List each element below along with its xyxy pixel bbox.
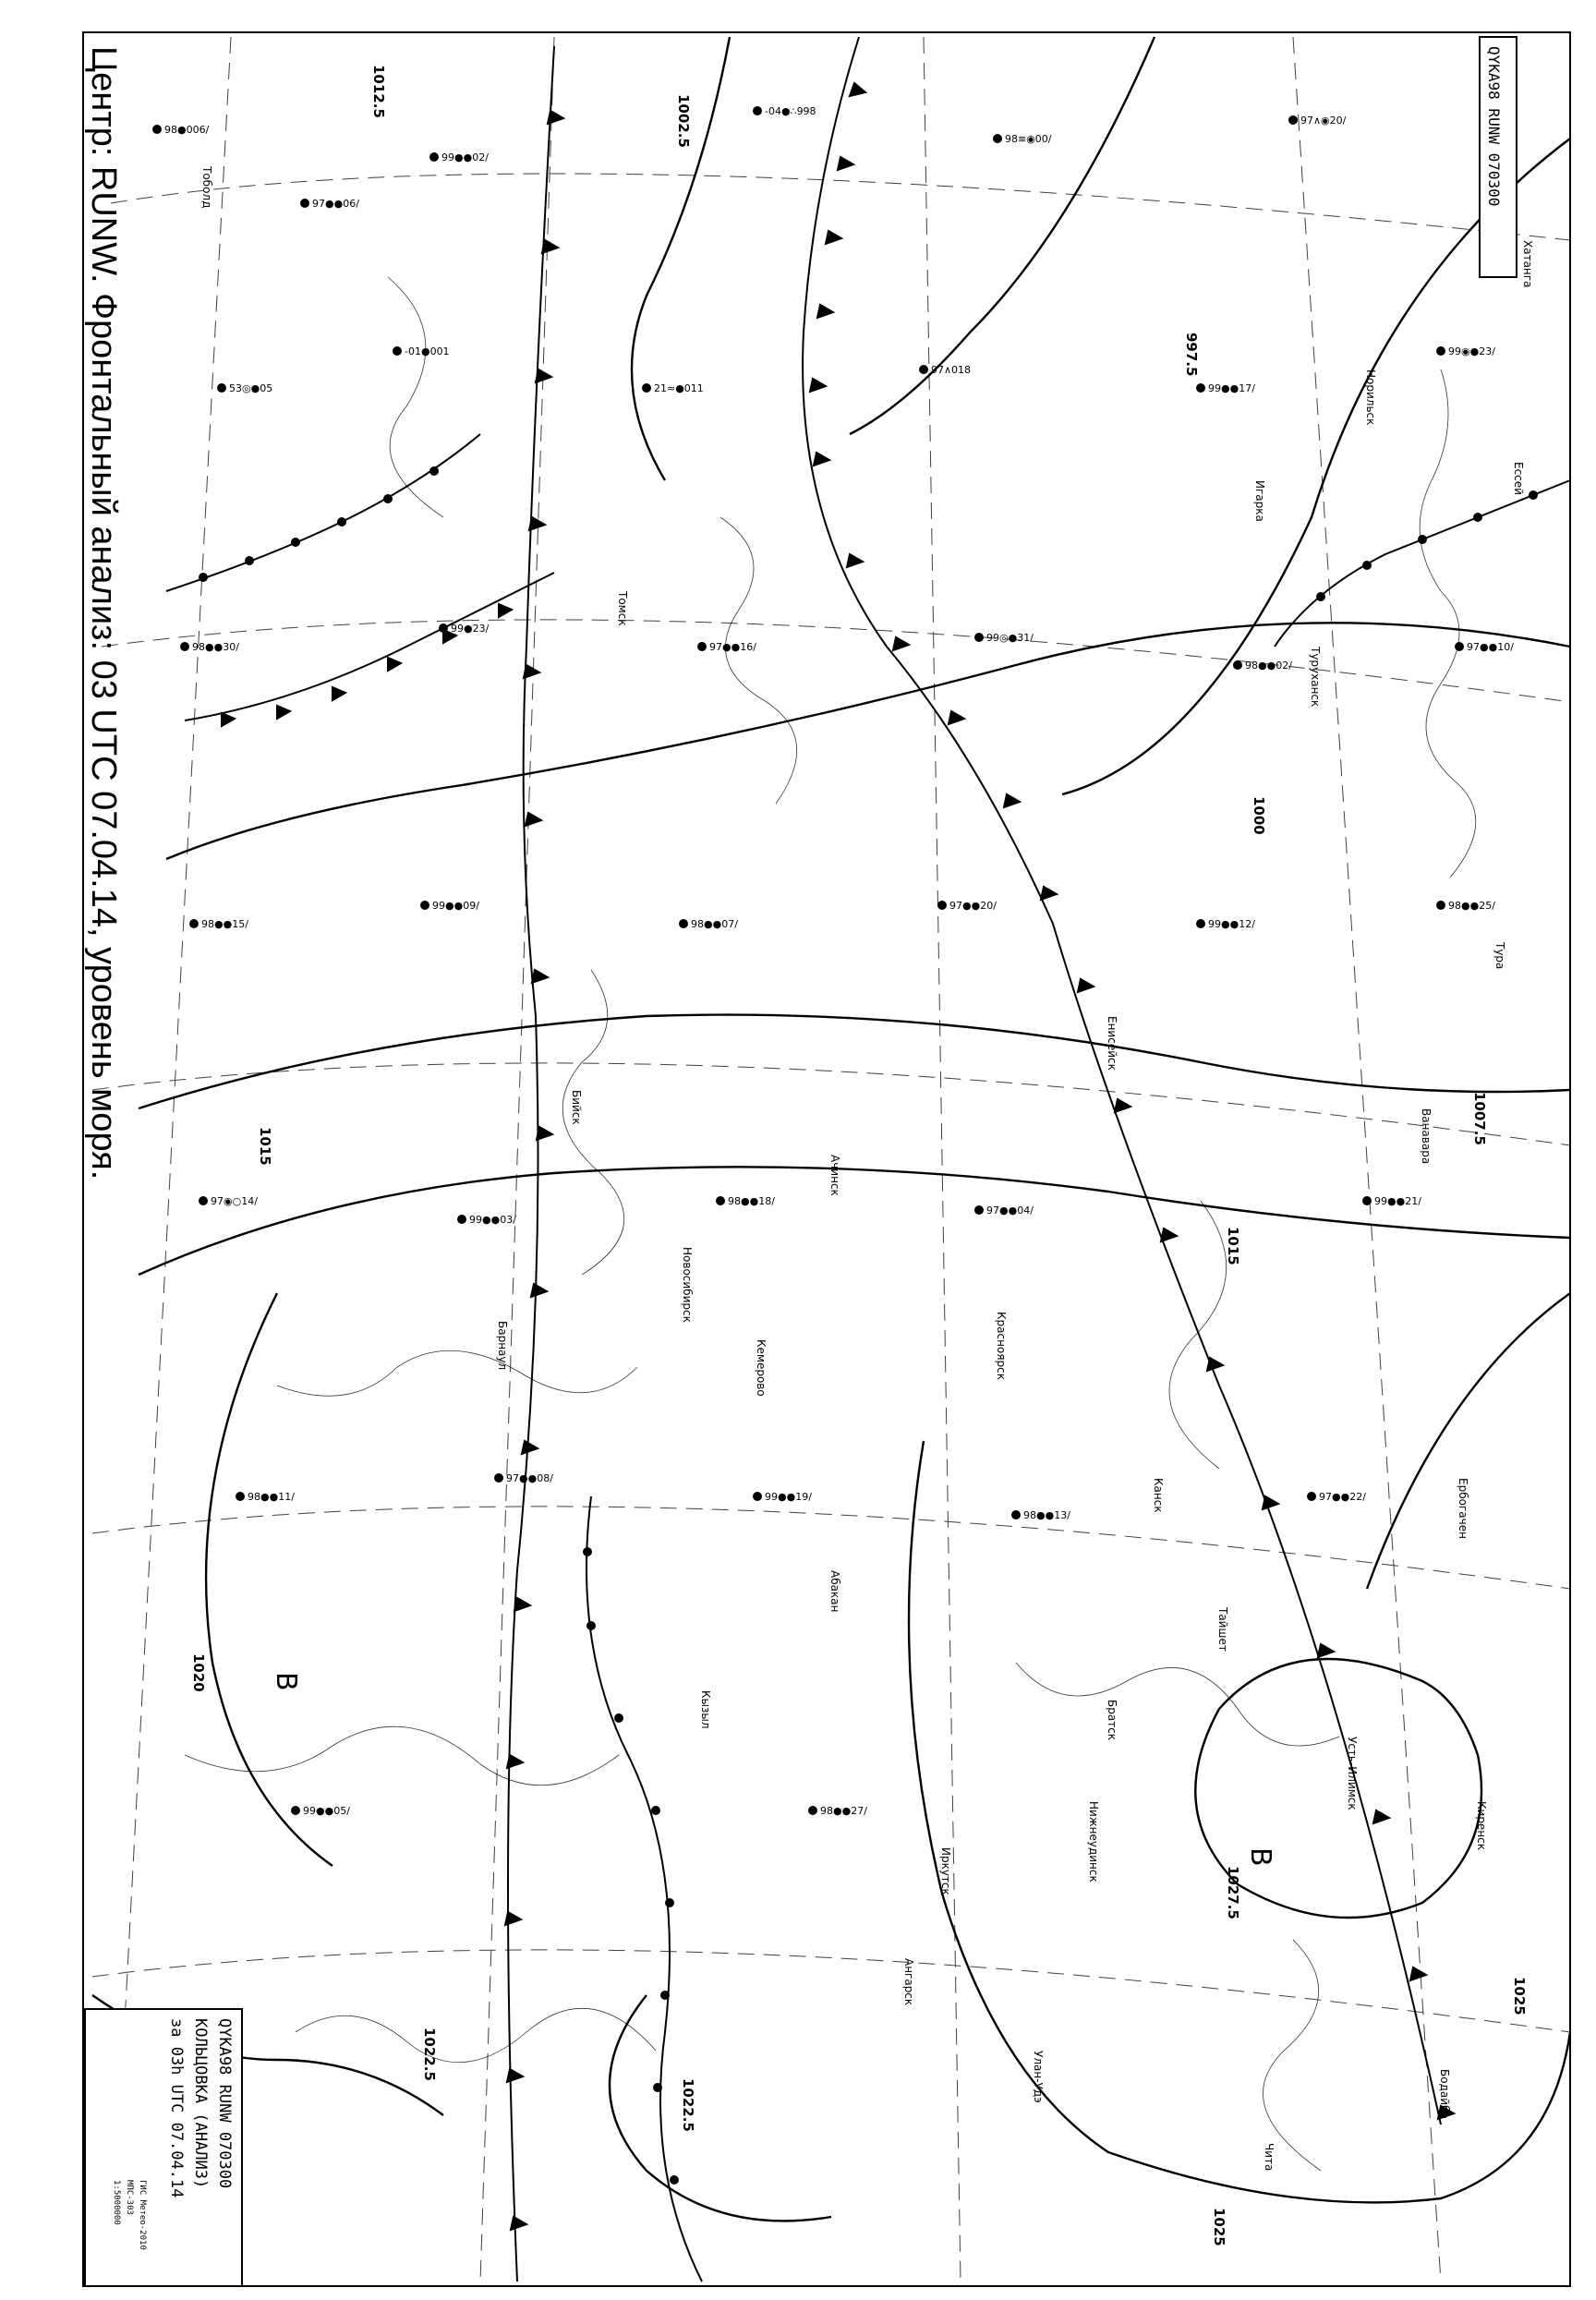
isobar-label: 1022.5	[421, 2028, 438, 2081]
city-name: Енисейск	[1106, 1016, 1118, 1071]
city-name: Усть-Илимск	[1346, 1737, 1359, 1810]
station-label: 53◎●05	[229, 382, 273, 394]
station-label: 98●●13/	[1023, 1509, 1070, 1521]
city-name: Туруханск	[1309, 647, 1322, 708]
station-label: 99●●09/	[432, 900, 479, 912]
isobar-label: 1015	[1225, 1227, 1241, 1265]
footer-meta2: МПС-303	[125, 2180, 134, 2215]
station-label: 99●●17/	[1208, 382, 1255, 394]
city-name: Бодайбо	[1438, 2069, 1451, 2119]
station-label: 97◉○14/	[211, 1195, 258, 1207]
city-name: Братск	[1106, 1700, 1118, 1741]
isobar-label: 1025	[1211, 2208, 1227, 2246]
station-label: 99●●19/	[765, 1491, 812, 1503]
city-name: Бийск	[570, 1090, 583, 1125]
isobar-label: 1022.5	[680, 2078, 696, 2132]
footer-line1: QYKA98 RUNW 070300	[215, 2018, 234, 2189]
station-label: 97●●04/	[986, 1204, 1034, 1217]
city-name: Иркутск	[939, 1847, 952, 1895]
city-name: Тоболд	[200, 166, 213, 209]
station-label: 99◎●31/	[986, 632, 1034, 644]
city-name: Канск	[1152, 1478, 1165, 1513]
station-label: 98●●11/	[248, 1491, 295, 1503]
station-label: 99●●05/	[303, 1805, 350, 1817]
city-name: Барнаул	[496, 1321, 509, 1371]
header-code-box	[1480, 37, 1517, 277]
station-label: 97●●16/	[709, 641, 756, 653]
isobar-label: 1000	[1251, 796, 1267, 835]
station-label: 99◉●23/	[1448, 345, 1495, 357]
city-name: Тура	[1493, 942, 1506, 970]
city-names	[200, 165, 1534, 2171]
city-name: Новосибирск	[681, 1247, 694, 1323]
city-name: Красноярск	[995, 1312, 1008, 1380]
map-frame	[83, 32, 1570, 2286]
city-name: Игарка	[1253, 480, 1266, 522]
high-pressure-center: В	[1244, 1847, 1276, 1867]
station-label: 98●●27/	[820, 1805, 867, 1817]
station-label: -01●001	[405, 345, 450, 357]
city-name: Кызыл	[699, 1690, 712, 1729]
station-label: 21≈●011	[654, 382, 704, 394]
footer-meta3: 1:5000000	[112, 2180, 121, 2225]
station-label: 97●●08/	[506, 1472, 553, 1484]
footer-line2: КОЛЬЦОВКА (АНАЛИЗ)	[191, 2018, 210, 2189]
isobar-label: 997.5	[1183, 333, 1200, 377]
city-name: Нижнеудинск	[1087, 1801, 1100, 1882]
footer-meta1: ГИС Метео-2010	[138, 2180, 147, 2250]
city-name: Абакан	[828, 1570, 841, 1613]
station-label: 98●006/	[164, 124, 210, 136]
isobar-label: 1025	[1511, 1977, 1528, 2016]
station-label: 97∧◉20/	[1300, 115, 1347, 127]
city-name: Ванавара	[1420, 1108, 1433, 1165]
station-label: 97∧018	[931, 364, 972, 376]
city-name: Кемерово	[755, 1339, 768, 1397]
station-label: 98●●02/	[1245, 660, 1292, 672]
station-label: 97●●10/	[1467, 641, 1514, 653]
header-code: QYKA98 RUNW 070300	[1485, 46, 1503, 207]
isobar-label: 1002.5	[675, 94, 692, 148]
city-name: Хатанга	[1521, 240, 1534, 288]
city-name: Ангарск	[902, 1958, 915, 2006]
city-name: Чита	[1263, 2143, 1276, 2172]
geography-lines	[185, 277, 1476, 2171]
isobars	[92, 37, 1570, 2221]
station-label: 99●●02/	[441, 151, 489, 163]
station-label: 97●●20/	[949, 900, 997, 912]
station-label: 99●23/	[451, 623, 490, 635]
city-name: Киренск	[1475, 1801, 1488, 1851]
city-name: Тайшет	[1216, 1607, 1229, 1652]
station-label: 97●●06/	[312, 198, 359, 210]
station-label: -04●∴998	[765, 105, 816, 117]
station-label: 98●●18/	[728, 1195, 775, 1207]
fronts	[166, 37, 1570, 2282]
isobar-labels	[190, 65, 1528, 2246]
station-label: 98●●30/	[192, 641, 239, 653]
station-label: 99●●03/	[469, 1214, 516, 1226]
city-name: Ачинск	[828, 1155, 841, 1196]
isobar-label: 1027.5	[1225, 1866, 1241, 1919]
isobar-label: 1015	[257, 1127, 273, 1166]
city-name: Томск	[616, 591, 629, 626]
map-title: Центр: RUNW. Фронтальный анализ: 03 UTC 07.04.14, уровень моря.	[84, 46, 123, 1180]
station-plots	[152, 105, 1514, 1817]
station-label: 99●●12/	[1208, 918, 1255, 930]
station-label: 99●●21/	[1374, 1195, 1421, 1207]
station-label: 97●●22/	[1319, 1491, 1366, 1503]
city-name: Ессей	[1512, 462, 1525, 495]
station-label: 98●●25/	[1448, 900, 1495, 912]
high-pressure-center: В	[270, 1672, 302, 1691]
isobar-label: 1007.5	[1471, 1092, 1488, 1145]
isobar-label: 1020	[190, 1653, 207, 1692]
city-name: Улан-Удэ	[1032, 2051, 1045, 2103]
isobar-label: 1012.5	[370, 65, 387, 118]
footer-stamp-box	[85, 2009, 242, 2286]
station-label: 98●●15/	[201, 918, 248, 930]
city-name: Норильск	[1364, 369, 1377, 426]
footer-line3: за 03h UTC 07.04.14	[167, 2018, 186, 2198]
station-label: 98≡◉00/	[1005, 133, 1052, 145]
station-label: 98●●07/	[691, 918, 738, 930]
city-name: Ербогачен	[1457, 1478, 1469, 1539]
